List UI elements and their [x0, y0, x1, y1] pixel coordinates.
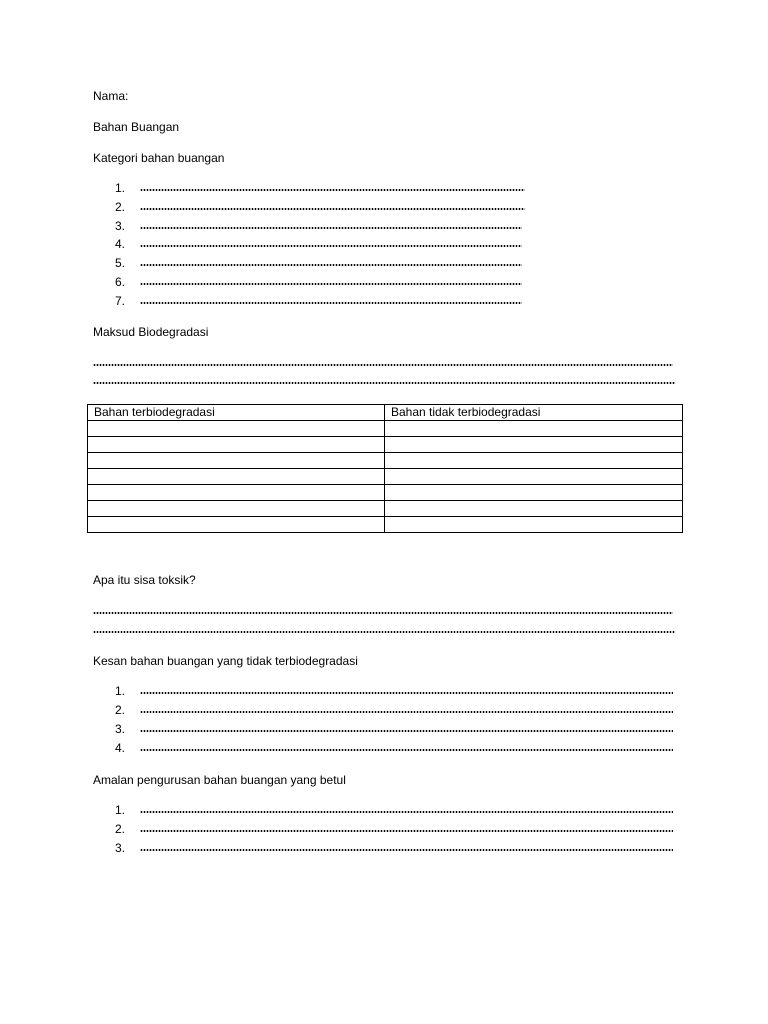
table-cell[interactable] — [385, 501, 683, 517]
header-non-biodegradable: Bahan tidak terbiodegradasi — [385, 405, 683, 421]
table-header-row — [88, 405, 683, 421]
category-number: 7. — [115, 294, 126, 308]
category-number: 3. — [115, 219, 126, 233]
answer-line[interactable] — [93, 382, 675, 384]
effects-heading: Kesan bahan buangan yang tidak terbiodegradasi — [93, 654, 358, 668]
table-row — [88, 469, 683, 485]
answer-line[interactable] — [140, 749, 673, 751]
table-row — [88, 501, 683, 517]
name-label: Nama: — [93, 89, 129, 103]
biodegradation-heading: Maksud Biodegradasi — [93, 325, 209, 339]
answer-line[interactable] — [140, 283, 522, 285]
table-cell[interactable] — [88, 437, 385, 453]
table-cell[interactable] — [88, 485, 385, 501]
table-cell[interactable] — [88, 501, 385, 517]
effect-number: 1. — [115, 684, 126, 698]
answer-line[interactable] — [140, 245, 522, 247]
table-row — [88, 453, 683, 469]
table-row — [88, 517, 683, 533]
header-biodegradable: Bahan terbiodegradasi — [88, 405, 385, 421]
effect-number: 4. — [115, 741, 126, 755]
category-number: 6. — [115, 275, 126, 289]
topic-title: Bahan Buangan — [93, 120, 180, 134]
category-number: 1. — [115, 181, 126, 195]
answer-line[interactable] — [93, 364, 673, 366]
table-cell[interactable] — [385, 453, 683, 469]
table-cell[interactable] — [88, 517, 385, 533]
table-row — [88, 485, 683, 501]
category-number: 2. — [115, 200, 126, 214]
category-number: 5. — [115, 256, 126, 270]
table-cell[interactable] — [385, 421, 683, 437]
management-number: 1. — [115, 803, 126, 817]
table-cell[interactable] — [88, 453, 385, 469]
table-row — [88, 421, 683, 437]
table-cell[interactable] — [385, 517, 683, 533]
effect-number: 3. — [115, 722, 126, 736]
table-cell[interactable] — [385, 485, 683, 501]
table-cell[interactable] — [88, 421, 385, 437]
table-cell[interactable] — [88, 469, 385, 485]
management-heading: Amalan pengurusan bahan buangan yang betul — [93, 773, 346, 787]
answer-line[interactable] — [140, 692, 673, 694]
management-number: 3. — [115, 841, 126, 855]
categories-heading: Kategori bahan buangan — [93, 151, 225, 165]
table-cell[interactable] — [385, 469, 683, 485]
answer-line[interactable] — [140, 189, 525, 191]
toxic-heading: Apa itu sisa toksik? — [93, 573, 196, 587]
answer-line[interactable] — [140, 849, 673, 851]
answer-line[interactable] — [140, 208, 525, 210]
management-number: 2. — [115, 822, 126, 836]
biodegradable-table — [87, 404, 683, 533]
answer-line[interactable] — [93, 612, 673, 614]
table-cell[interactable] — [385, 437, 683, 453]
table-row — [88, 437, 683, 453]
answer-line[interactable] — [140, 302, 522, 304]
effect-number: 2. — [115, 703, 126, 717]
answer-line[interactable] — [93, 631, 675, 633]
answer-line[interactable] — [140, 227, 522, 229]
answer-line[interactable] — [140, 264, 522, 266]
answer-line[interactable] — [140, 711, 673, 713]
category-number: 4. — [115, 237, 126, 251]
answer-line[interactable] — [140, 830, 673, 832]
answer-line[interactable] — [140, 811, 673, 813]
answer-line[interactable] — [140, 730, 673, 732]
